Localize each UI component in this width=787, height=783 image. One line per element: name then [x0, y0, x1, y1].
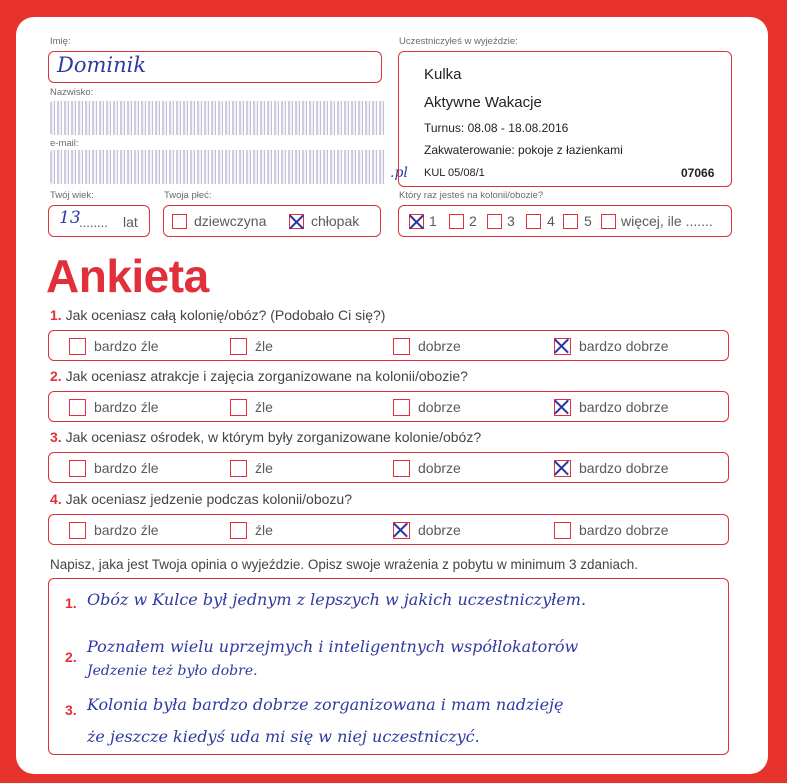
rating-label: bardzo dobrze [579, 460, 669, 476]
rating-label: bardzo dobrze [579, 522, 669, 538]
name-label: Imię: [50, 36, 71, 47]
question-3 [50, 429, 481, 445]
question-number: 2. [50, 368, 62, 384]
gender-female-label: dziewczyna [194, 213, 267, 229]
opinion-line-1: Obóz w Kulce był jednym z lepszych w jakich uczestniczyłem. [87, 590, 587, 609]
rating-checkbox[interactable] [69, 338, 86, 355]
rating-label: źle [255, 338, 273, 354]
age-value: 13 [59, 208, 81, 228]
trip-accommodation: Zakwaterowanie: pokoje z łazienkami [424, 143, 623, 157]
rating-label: bardzo dobrze [579, 338, 669, 354]
rating-checkbox[interactable] [393, 522, 410, 539]
email-redacted [50, 150, 386, 184]
rating-row-2 [48, 391, 729, 422]
visit-option-more-label: więcej, ile ....... [621, 213, 713, 229]
rating-checkbox[interactable] [393, 460, 410, 477]
rating-label: źle [255, 522, 273, 538]
visit-option-more-checkbox[interactable] [601, 214, 616, 229]
question-2 [50, 368, 468, 384]
name-field[interactable] [48, 51, 382, 83]
surname-redacted [50, 101, 386, 135]
age-unit: lat [123, 214, 138, 230]
visit-option-4-label: 4 [547, 213, 555, 229]
question-1 [50, 307, 385, 323]
rating-checkbox[interactable] [69, 522, 86, 539]
question-text: Jak oceniasz jedzenie podczas kolonii/obozu? [65, 491, 352, 507]
gender-male-checkbox[interactable] [289, 214, 304, 229]
rating-checkbox[interactable] [554, 399, 571, 416]
question-number: 1. [50, 307, 62, 323]
rating-checkbox[interactable] [393, 399, 410, 416]
question-text: Jak oceniasz atrakcje i zajęcia zorganizowane na kolonii/obozie? [65, 368, 468, 384]
trip-line1: Kulka [424, 66, 462, 83]
rating-label: dobrze [418, 522, 461, 538]
visit-option-2-label: 2 [469, 213, 477, 229]
gender-field [163, 205, 381, 237]
age-field[interactable] [48, 205, 150, 237]
rating-label: bardzo dobrze [579, 399, 669, 415]
rating-row-3 [48, 452, 729, 483]
question-number: 4. [50, 491, 62, 507]
visit-option-4-checkbox[interactable] [526, 214, 541, 229]
opinion-line-2b: Jedzenie też było dobre. [87, 663, 258, 679]
age-label: Twój wiek: [50, 190, 94, 201]
question-4 [50, 491, 352, 507]
rating-label: źle [255, 399, 273, 415]
rating-checkbox[interactable] [230, 522, 247, 539]
opinion-prompt: Napisz, jaka jest Twoja opinia o wyjeździe. Opisz swoje wrażenia z pobytu w minimum 3 zdaniach. [50, 557, 639, 572]
trip-info-box [398, 51, 732, 187]
trip-turnus: Turnus: 08.08 - 18.08.2016 [424, 121, 569, 135]
rating-checkbox[interactable] [69, 399, 86, 416]
rating-checkbox[interactable] [393, 338, 410, 355]
rating-checkbox[interactable] [230, 460, 247, 477]
name-value: Dominik [57, 53, 147, 77]
trip-number: 07066 [681, 166, 715, 180]
rating-checkbox[interactable] [230, 338, 247, 355]
rating-label: bardzo źle [94, 399, 159, 415]
trip-line2: Aktywne Wakacje [424, 94, 542, 111]
visit-option-2-checkbox[interactable] [449, 214, 464, 229]
visit-option-3-checkbox[interactable] [487, 214, 502, 229]
rating-checkbox[interactable] [69, 460, 86, 477]
visit-option-5-checkbox[interactable] [563, 214, 578, 229]
opinion-line-2: Poznałem wielu uprzejmych i inteligentnych współlokatorów [87, 637, 579, 656]
visit-label: Który raz jesteś na kolonii/obozie? [399, 190, 544, 201]
opinion-line-3: Kolonia była bardzo dobrze zorganizowana i mam nadzieję [87, 695, 564, 714]
opinion-num-2: 2. [65, 649, 77, 665]
visit-option-1-checkbox[interactable] [409, 214, 424, 229]
rating-label: dobrze [418, 460, 461, 476]
rating-label: bardzo źle [94, 460, 159, 476]
visit-option-1-label: 1 [429, 213, 437, 229]
rating-label: dobrze [418, 399, 461, 415]
visit-option-5-label: 5 [584, 213, 592, 229]
rating-checkbox[interactable] [554, 522, 571, 539]
rating-label: bardzo źle [94, 338, 159, 354]
rating-label: źle [255, 460, 273, 476]
opinion-num-3: 3. [65, 702, 77, 718]
question-text: Jak oceniasz całą kolonię/obóz? (Podobało Ci się?) [65, 307, 386, 323]
opinion-num-1: 1. [65, 595, 77, 611]
page-title: Ankieta [46, 250, 209, 302]
question-number: 3. [50, 429, 62, 445]
email-tail: .pl [390, 165, 408, 181]
rating-label: dobrze [418, 338, 461, 354]
visit-option-3-label: 3 [507, 213, 515, 229]
visit-field [398, 205, 732, 237]
rating-row-4 [48, 514, 729, 545]
rating-row-1 [48, 330, 729, 361]
opinion-line-3b: że jeszcze kiedyś uda mi się w niej uczestniczyć. [87, 727, 480, 746]
gender-female-checkbox[interactable] [172, 214, 187, 229]
trip-code: KUL 05/08/1 [424, 167, 485, 179]
rating-checkbox[interactable] [230, 399, 247, 416]
rating-checkbox[interactable] [554, 338, 571, 355]
participants-label: Uczestniczyłeś w wyjeździe: [399, 36, 518, 47]
gender-label: Twoja płeć: [164, 190, 212, 201]
gender-male-label: chłopak [311, 213, 360, 229]
surname-label: Nazwisko: [50, 87, 94, 98]
rating-label: bardzo źle [94, 522, 159, 538]
age-dots: ........ [79, 215, 108, 230]
rating-checkbox[interactable] [554, 460, 571, 477]
survey-form [16, 17, 768, 774]
opinion-box[interactable] [48, 578, 729, 755]
question-text: Jak oceniasz ośrodek, w którym były zorganizowane kolonie/obóz? [65, 429, 482, 445]
email-label: e-mail: [50, 138, 79, 149]
